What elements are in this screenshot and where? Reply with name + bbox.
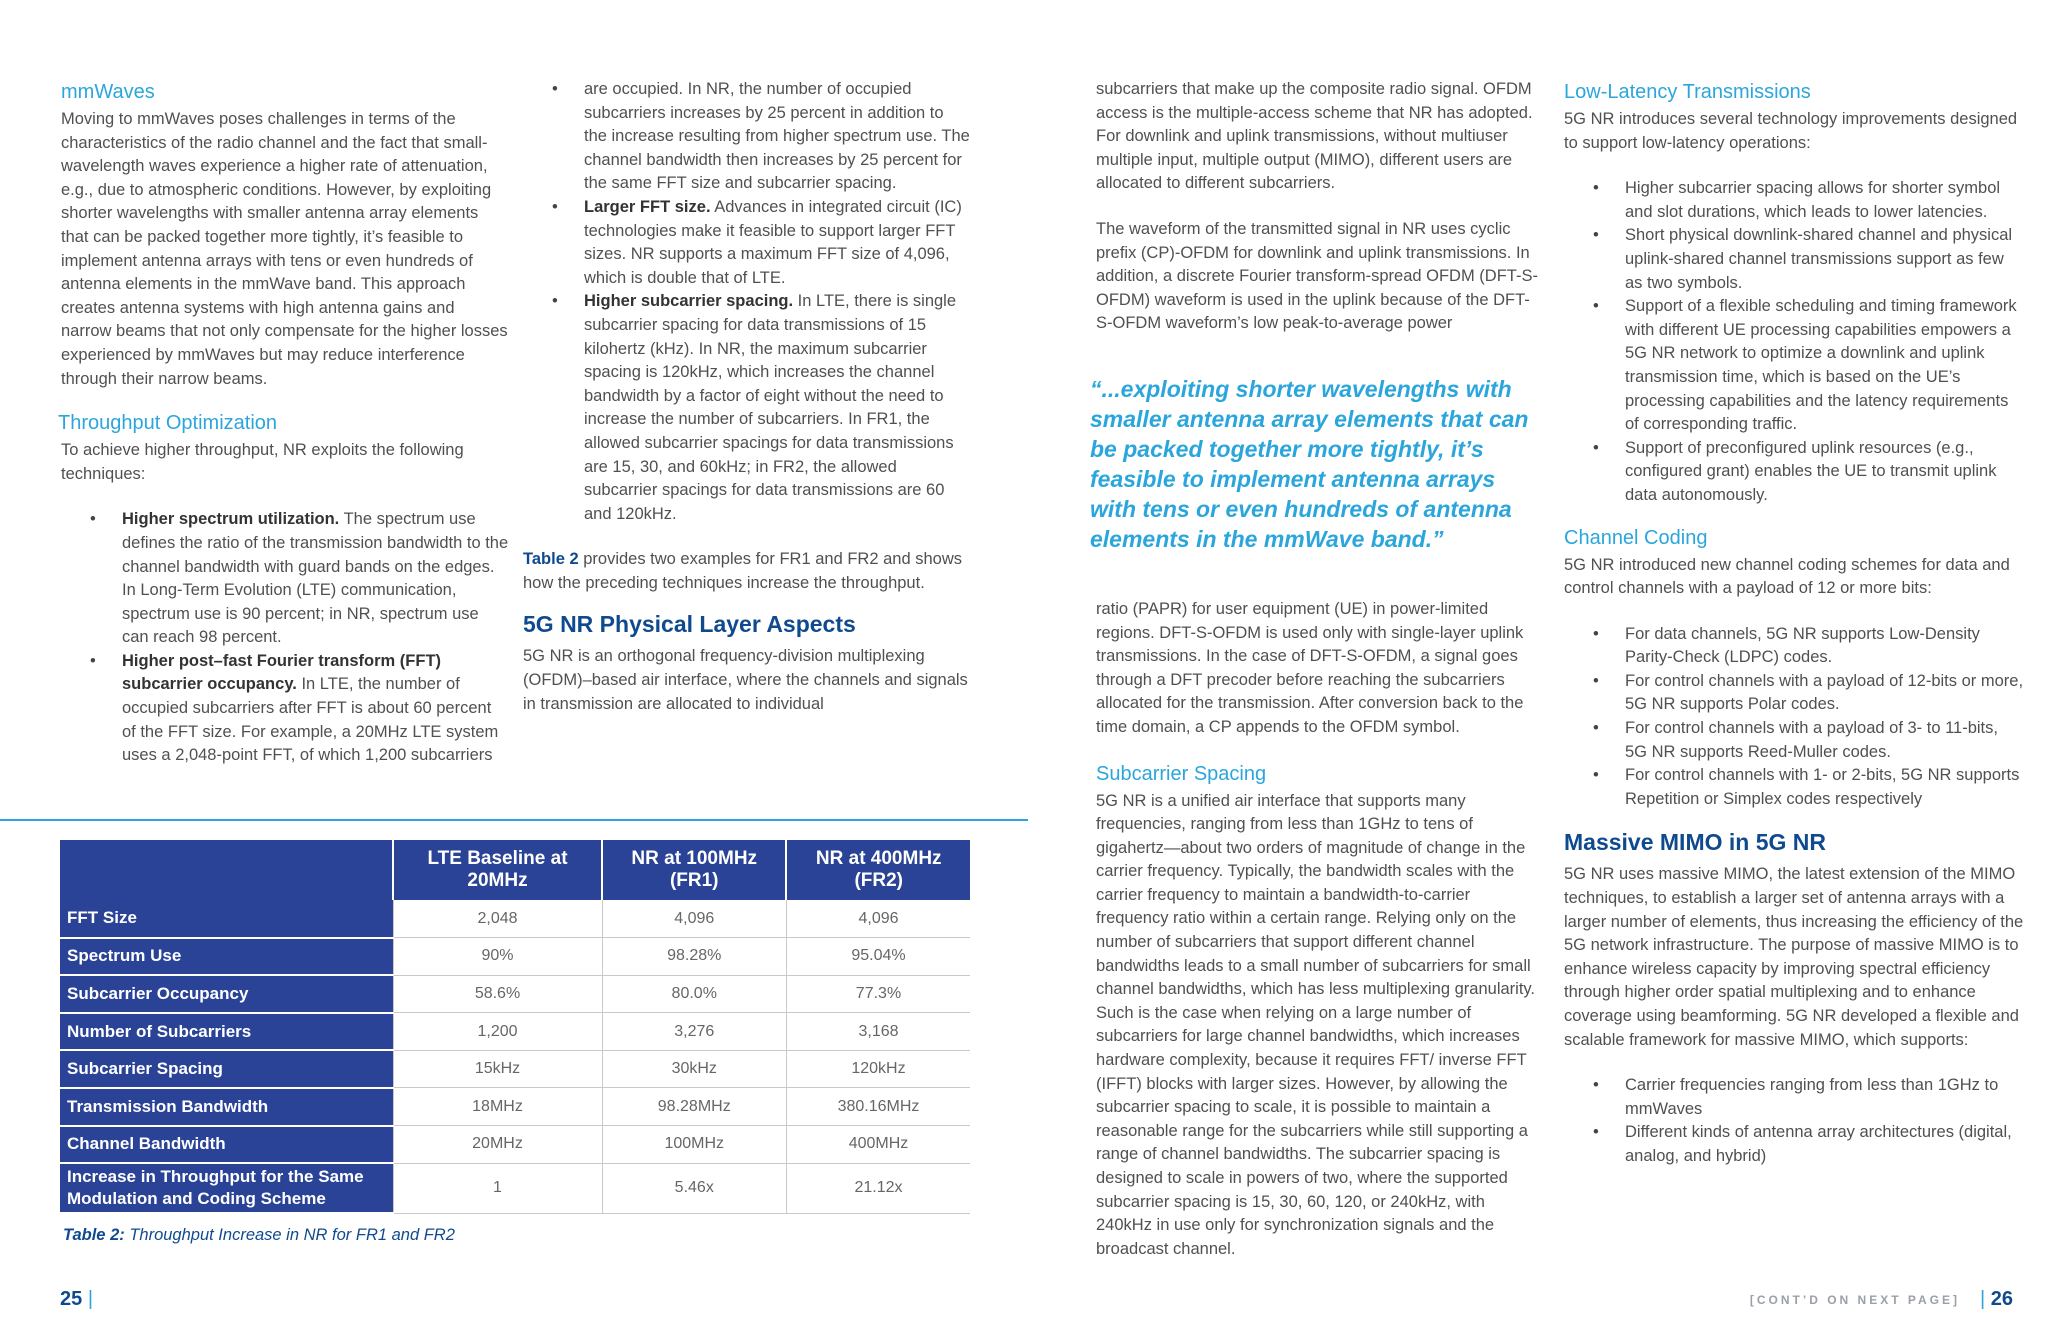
list-item: • Different kinds of antenna array architectures (digital, analog, and hybrid): [1564, 1121, 2024, 1168]
table-row: [60, 900, 970, 938]
massive-mimo-list: [1564, 1074, 2024, 1168]
list-item: • For control channels with a payload of 12-bits or more, 5G NR supports Polar codes.: [1564, 670, 2024, 717]
list-item: • Higher spectrum utilization. The spectrum use defines the ratio of the transmission bandwidth to the channel bandwidth with guard bands on the edges. In Long-Term Evolution (LTE) communication, spectrum use is 90 percent; in NR, spectrum use can reach 98 percent.: [61, 508, 509, 650]
low-latency-list: [1564, 177, 2024, 507]
list-item: • Higher subcarrier spacing allows for shorter symbol and slot durations, which leads to lower latencies.: [1564, 177, 2024, 224]
table-cell: 3,168: [786, 1013, 970, 1051]
row-label: Transmission Bandwidth: [60, 1088, 393, 1126]
table-row: [60, 1088, 970, 1126]
table-cell: 90%: [393, 938, 602, 976]
table-2-link[interactable]: Table 2: [523, 550, 579, 569]
row-label: Channel Bandwidth: [60, 1126, 393, 1164]
list-item: • For control channels with a payload of 3- to 11-bits, 5G NR supports Reed-Muller codes.: [1564, 717, 2024, 764]
table-cell: 95.04%: [786, 938, 970, 976]
heading-mmwaves: mmWaves: [61, 81, 155, 103]
list-item: • For control channels with 1- or 2-bits, 5G NR supports Repetition or Simplex codes respectively: [1564, 764, 2024, 811]
throughput-techniques-list-cont: [523, 78, 971, 526]
table-cell: 98.28MHz: [602, 1088, 786, 1126]
column-4: [1564, 78, 2024, 1169]
list-item: • Higher post–fast Fourier transform (FFT) subcarrier occupancy. In LTE, the number of occupied subcarriers after FFT is about 60 percent of the FFT size. For example, a 20MHz LTE system uses a 2,048-point FFT, of which 1,200 subcarriers: [61, 650, 509, 768]
heading-low-latency: Low-Latency Transmissions: [1564, 81, 1811, 103]
low-latency-paragraph: 5G NR introduces several technology improvements designed to support low-latency operations:: [1564, 110, 2018, 152]
table-row: [60, 938, 970, 976]
list-item: • Larger FFT size. Advances in integrated circuit (IC) technologies make it feasible to support larger FFT sizes. NR supports a maximum FFT size of 4,096, which is double that of LTE.: [523, 196, 971, 290]
table-cell: 5.46x: [602, 1163, 786, 1213]
list-item: • For data channels, 5G NR supports Low-Density Parity-Check (LDPC) codes.: [1564, 623, 2024, 670]
list-item: • Support of preconfigured uplink resources (e.g., configured grant) enables the UE to transmit uplink data autonomously.: [1564, 437, 2024, 508]
heading-throughput-optimization: Throughput Optimization: [58, 412, 278, 435]
channel-coding-paragraph: 5G NR introduced new channel coding schemes for data and control channels with a payload of 12 or more bits:: [1564, 555, 2010, 598]
row-label: Spectrum Use: [60, 938, 393, 976]
table-row: [60, 1163, 970, 1213]
table-cell: 100MHz: [602, 1126, 786, 1164]
pull-quote: “...exploiting shorter wavelengths with smaller antenna array elements that can be packed together more tightly, it’s feasible to implement antenna arrays with tens or even hundreds of antenna elements in the mmWave band.”: [1090, 375, 1529, 552]
throughput-techniques-list: [61, 508, 509, 768]
list-item: • Support of a flexible scheduling and timing framework with different UE processing capabilities empowers a 5G NR network to optimize a downlink and uplink transmission time, which is based on the UE’s processing capabilities and the latency requirements of corresponding traffic.: [1564, 295, 2024, 437]
table-row: [60, 1126, 970, 1164]
row-label: Increase in Throughput for the Same Modulation and Coding Scheme: [60, 1163, 393, 1213]
table-header-nr-fr2: NR at 400MHz (FR2): [786, 840, 970, 900]
list-item-continued: • are occupied. In NR, the number of occupied subcarriers increases by 25 percent in addition to the increase resulting from higher spectrum use. The channel bandwidth then increases by 25 percent for the same FFT size and subcarrier spacing.: [523, 78, 971, 196]
table-header-blank: [60, 840, 393, 900]
table-cell: 77.3%: [786, 975, 970, 1013]
table-header-lte: LTE Baseline at 20MHz: [393, 840, 602, 900]
list-item: • Higher subcarrier spacing. In LTE, there is single subcarrier spacing for data transmissions of 15 kilohertz (kHz). In NR, the maximum subcarrier spacing is 120kHz, which increases the channel bandwidth by a factor of eight without the need to increase the number of subcarriers. In FR1, the allowed subcarrier spacings for data transmissions are 15, 30, and 60kHz; in FR2, the allowed subcarrier spacings for data transmissions are 60 and 120kHz.: [523, 290, 971, 526]
table-cell: 18MHz: [393, 1088, 602, 1126]
table-row: [60, 1013, 970, 1051]
mmwaves-paragraph: Moving to mmWaves poses challenges in terms of the characteristics of the radio channel and the fact that small-wavelength waves experience a higher rate of attenuation, e.g., due to atmospheric conditions. However, by exploiting shorter wavelengths with smaller antenna array elements that can be packed together more tightly, it’s feasible to implement antenna arrays with tens or even hundreds of antenna elements in the mmWave band. This approach creates antenna systems with high antenna gains and narrow beams that not only compensate for the higher losses experienced by mmWaves but may reduce interference through their narrow beams.: [61, 110, 508, 388]
heading-massive-mimo: Massive MIMO in 5G NR: [1564, 829, 1827, 856]
heading-physical-layer: 5G NR Physical Layer Aspects: [523, 611, 856, 638]
throughput-paragraph: To achieve higher throughput, NR exploits the following techniques:: [61, 441, 464, 483]
table-cell: 21.12x: [786, 1163, 970, 1213]
row-label: Subcarrier Occupancy: [60, 975, 393, 1013]
table-cell: 15kHz: [393, 1050, 602, 1088]
subcarrier-spacing-paragraph: 5G NR is a unified air interface that supports many frequencies, ranging from less than 1GHz to tens of gigahertz—about two orders of magnitude of change in the carrier frequency. Typically, the bandwidth scales with the carrier frequency to maintain a bandwidth-to-carrier frequency ratio within a certain range. Relying only on the number of subcarriers that support different channel bandwidths leads to a small number of subcarriers for small channel bandwidths, which has less multiplexing granularity. Such is the case when relying on a large number of subcarriers for large channel bandwidths, which increases hardware complexity, because it requires FFT/ inverse FFT (IFFT) blocks with larger sizes. However, by allowing the subcarrier spacing to scale, it is possible to maintain a reasonable range for the subcarriers while still supporting a range of channel bandwidths. The subcarrier spacing is designed to scale in powers of two, where the supported subcarrier spacing is 15, 30, 60, 120, or 240kHz, with 240kHz in use only for synchronization signals and the broadcast channel.: [1096, 791, 1536, 1258]
table-cell: 2,048: [393, 900, 602, 938]
table-2-intro: Table 2 provides two examples for FR1 and FR2 and shows how the preceding techniques increase the throughput.: [523, 550, 962, 592]
heading-channel-coding: Channel Coding: [1564, 526, 1708, 549]
row-label: FFT Size: [60, 900, 393, 938]
heading-subcarrier-spacing: Subcarrier Spacing: [1096, 762, 1267, 785]
table-header-row: [60, 840, 970, 900]
table-header-nr-fr1: NR at 100MHz (FR1): [602, 840, 786, 900]
continued-label: [CONT’D ON NEXT PAGE]: [1749, 1293, 1960, 1307]
table-cell: 400MHz: [786, 1126, 970, 1164]
page-number-left: 25 |: [60, 1288, 94, 1310]
table-cell: 3,276: [602, 1013, 786, 1051]
waveform-paragraph: The waveform of the transmitted signal in NR uses cyclic prefix (CP)-OFDM for downlink and uplink transmissions. In addition, a discrete Fourier transform-spread OFDM (DFT-S-OFDM) waveform is used in the uplink because of the DFT-S-OFDM waveform’s low peak-to-average power: [1096, 219, 1538, 333]
table-cell: 30kHz: [602, 1050, 786, 1088]
section-divider: [0, 819, 1028, 821]
table-cell: 98.28%: [602, 938, 786, 976]
list-item: • Carrier frequencies ranging from less than 1GHz to mmWaves: [1564, 1074, 2024, 1121]
physical-layer-paragraph: 5G NR is an orthogonal frequency-division multiplexing (OFDM)–based air interface, where the channels and signals in transmission are allocated to individual: [523, 647, 968, 713]
table-cell: 1: [393, 1163, 602, 1213]
massive-mimo-paragraph: 5G NR uses massive MIMO, the latest extension of the MIMO techniques, to establish a larger set of antenna arrays with a larger number of elements, thus increasing the efficiency of the 5G network infrastructure. The purpose of massive MIMO is to enhance wireless capacity by improving spectral efficiency through higher order spatial multiplexing and to enhance coverage using beamforming. 5G NR developed a flexible and scalable framework for massive MIMO, which supports:: [1564, 865, 2024, 1049]
table-cell: 58.6%: [393, 975, 602, 1013]
table-cell: 380.16MHz: [786, 1088, 970, 1126]
column-2: [523, 78, 971, 716]
table-cell: 4,096: [786, 900, 970, 938]
papr-paragraph: ratio (PAPR) for user equipment (UE) in power-limited regions. DFT-S-OFDM is used only with single-layer uplink transmissions. In the case of DFT-S-OFDM, a signal goes through a DFT precoder before reaching the subcarriers allocated for the transmission. After conversion back to the time domain, a CP appends to the OFDM symbol.: [1096, 599, 1524, 736]
page-number-right: | 26: [1979, 1288, 2013, 1310]
table-caption: Table 2: Throughput Increase in NR for FR1 and FR2: [63, 1226, 455, 1244]
column-1: [58, 78, 509, 768]
table-cell: 80.0%: [602, 975, 786, 1013]
table-cell: 20MHz: [393, 1126, 602, 1164]
table-cell: 120kHz: [786, 1050, 970, 1088]
table-row: [60, 975, 970, 1013]
row-label: Number of Subcarriers: [60, 1013, 393, 1051]
list-item: • Short physical downlink-shared channel and physical uplink-shared channel transmissions support as few as two symbols.: [1564, 224, 2024, 295]
table-cell: 4,096: [602, 900, 786, 938]
table-cell: 1,200: [393, 1013, 602, 1051]
ofdm-paragraph: subcarriers that make up the composite radio signal. OFDM access is the multiple-access scheme that NR has adopted. For downlink and uplink transmissions, without multiuser multiple input, multiple output (MIMO), different users are allocated to different subcarriers.: [1096, 80, 1533, 193]
channel-coding-list: [1564, 623, 2024, 812]
row-label: Subcarrier Spacing: [60, 1050, 393, 1088]
column-3: [1090, 78, 1542, 1261]
throughput-table: [60, 840, 970, 1214]
table-row: [60, 1050, 970, 1088]
